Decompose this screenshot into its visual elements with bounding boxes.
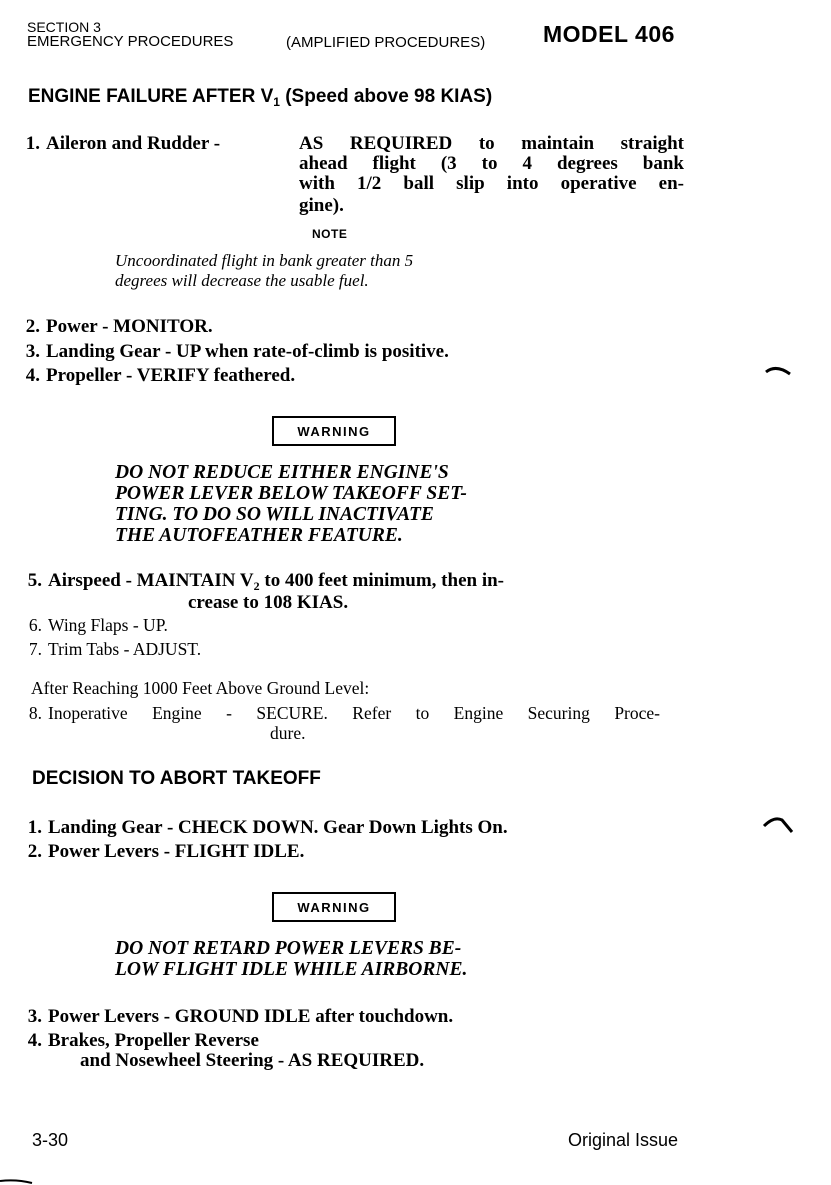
- warning-2-line-2: LOW FLIGHT IDLE WHILE AIRBORNE.: [115, 959, 468, 980]
- warning-box-2: WARNING: [272, 892, 396, 922]
- warning-1-line-2: POWER LEVER BELOW TAKEOFF SET-: [115, 483, 467, 504]
- revision-mark-icon: [764, 362, 794, 382]
- warning-1-line-1: DO NOT REDUCE EITHER ENGINE'S: [115, 462, 449, 483]
- revision-mark-icon: [762, 812, 796, 836]
- warning-2-line-1: DO NOT RETARD POWER LEVERS BE-: [115, 938, 462, 959]
- abort-step-3: 3. Power Levers - GROUND IDLE after touchdown.: [27, 1006, 454, 1027]
- engine-failure-step-8: 8. Inoperative Engine - SECURE. Refer to Engine Securing Proce-: [28, 703, 660, 723]
- issue-label: Original Issue: [568, 1130, 679, 1150]
- warning-1-line-4: THE AUTOFEATHER FEATURE.: [115, 525, 403, 546]
- warning-box-1: WARNING: [272, 416, 396, 446]
- abort-step-2: 2. Power Levers - FLIGHT IDLE.: [27, 841, 305, 862]
- note-line-2: degrees will decrease the usable fuel.: [115, 271, 369, 290]
- model-title: MODEL 406: [543, 21, 675, 47]
- step-1-line-3: with 1/2 ball slip into operative en-: [299, 173, 684, 194]
- engine-failure-step-5: 5. Airspeed - MAINTAIN $V_2$ to 400 feet minimum, then in-: [27, 570, 504, 593]
- after-reaching-label: After Reaching 1000 Feet Above Ground Level:: [31, 678, 370, 698]
- engine-failure-step-1: 1. Aileron and Rudder -: [25, 133, 221, 154]
- abort-takeoff-title: DECISION TO ABORT TAKEOFF: [32, 768, 321, 789]
- subsection-label: EMERGENCY PROCEDURES: [27, 33, 234, 50]
- abort-step-4-line-2: and Nosewheel Steering - AS REQUIRED.: [80, 1050, 425, 1071]
- step-1-line-4: gine).: [299, 195, 344, 216]
- engine-failure-step-7: 7. Trim Tabs - ADJUST.: [28, 639, 202, 659]
- abort-step-4: 4. Brakes, Propeller Reverse: [27, 1030, 259, 1051]
- note-line-1: Uncoordinated flight in bank greater than 5: [115, 251, 414, 270]
- step-5-line-2: crease to 108 KIAS.: [188, 592, 349, 613]
- step-8-line-2: dure.: [270, 723, 306, 743]
- engine-failure-step-3: 3. Landing Gear - UP when rate-of-climb is positive.: [25, 341, 449, 362]
- abort-step-1: 1. Landing Gear - CHECK DOWN. Gear Down Lights On.: [27, 817, 508, 838]
- step-1-line-2: ahead flight (3 to 4 degrees bank: [299, 153, 684, 174]
- engine-failure-step-6: 6. Wing Flaps - UP.: [28, 615, 168, 635]
- section-label: SECTION 3: [27, 19, 101, 35]
- note-label: NOTE: [312, 227, 348, 241]
- engine-failure-step-4: 4. Propeller - VERIFY feathered.: [25, 365, 296, 386]
- engine-failure-step-2: 2. Power - MONITOR.: [25, 316, 213, 337]
- scan-edge-mark: [0, 1176, 34, 1185]
- amplified-label: (AMPLIFIED PROCEDURES): [286, 34, 486, 51]
- page-number: 3-30: [32, 1130, 69, 1150]
- step-1-line-1: AS REQUIRED to maintain straight: [299, 133, 684, 154]
- warning-1-line-3: TING. TO DO SO WILL INACTIVATE: [115, 504, 434, 525]
- engine-failure-title: ENGINE FAILURE AFTER $V_1$ (Speed above 98 KIAS): [28, 86, 493, 109]
